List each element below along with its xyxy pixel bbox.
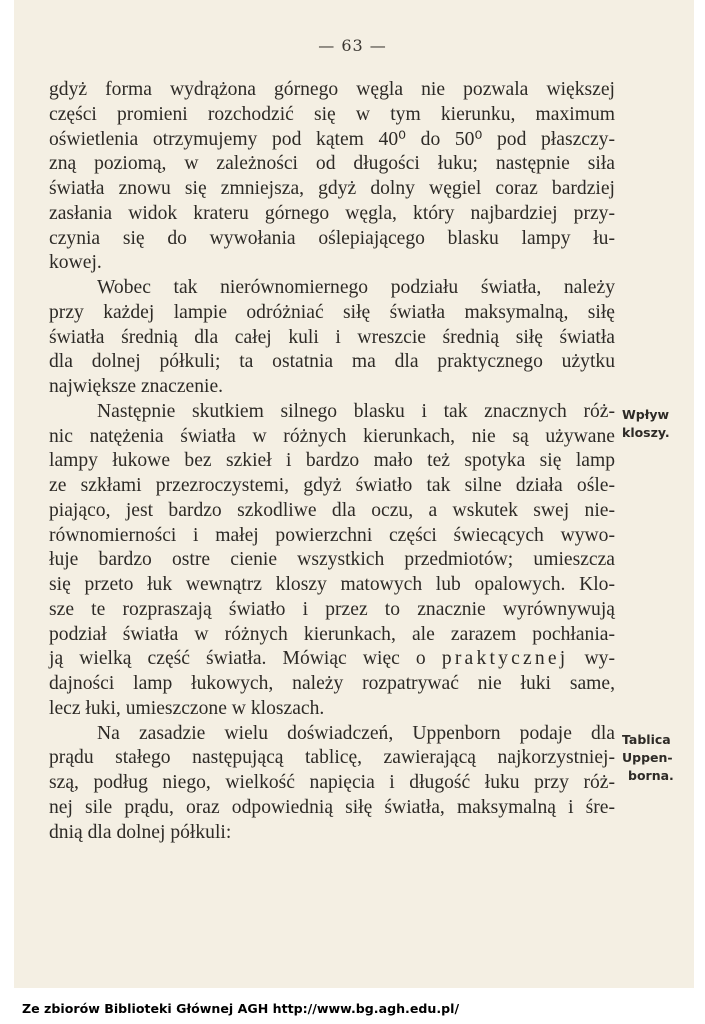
- text-line: światła znowu się zmniejsza, gdyż dolny węgiel coraz bardziej: [49, 178, 615, 199]
- text-line: się przeto łuk wewnątrz kloszy matowych lub opalowych. Klo-: [49, 574, 615, 595]
- text-line: największe znaczenie.: [49, 376, 224, 397]
- text-line: nej sile prądu, oraz odpowiednią siłę światła, maksymalną i śre-: [49, 796, 615, 818]
- text-line: szą, podług niego, wielkość napięcia i długość łuku przy róż-: [49, 772, 615, 793]
- margin-note-tablica-uppenborna: [622, 731, 688, 785]
- text-segment: ją wielką część światła. Mówiąc więc o: [49, 648, 442, 670]
- text-line: światła średnią dla całej kuli i wreszcie średnią siłę światła: [49, 326, 615, 348]
- text-line: lecz łuki, umieszczone w kloszach.: [49, 697, 325, 719]
- text-line: nic natężenia światła w różnych kierunkach, nie są używane: [49, 425, 615, 447]
- text-line: piająco, jest bardzo szkodliwe dla oczu, a wskutek swej nie-: [49, 499, 615, 521]
- text-line: podział światła w różnych kierunkach, ale zarazem pochłania-: [49, 623, 615, 645]
- margin-note-line: borna.: [628, 768, 674, 783]
- text-line: zną poziomą, w zależności od długości łuku; następnie siła: [49, 153, 615, 175]
- margin-note-line: Wpływ: [622, 407, 670, 422]
- text-line: sze te rozpraszają światło i przez to znacznie wyrównywują: [49, 598, 615, 620]
- margin-note-line: Uppen-: [622, 750, 673, 765]
- text-line: gdyż forma wydrążona górnego węgla nie pozwala większej: [49, 79, 615, 100]
- text-line: lampy łukowe bez szkieł i bardzo mało też spotyka się lamp: [49, 450, 615, 472]
- text-line: Wobec tak nierównomiernego podziału światła, należy: [97, 277, 615, 298]
- text-line: Na zasadzie wielu doświadczeń, Uppenborn podaje dla: [97, 722, 615, 744]
- text-line: zasłania widok krateru górnego węgla, który najbardziej przy-: [49, 202, 615, 224]
- text-line: Następnie skutkiem silnego blasku i tak znacznych róż-: [97, 400, 615, 422]
- text-line: czynia się do wywołania oślepiającego blasku lampy łu-: [49, 227, 615, 249]
- library-footer: Ze zbiorów Biblioteki Głównej AGH http://www.bg.agh.edu.pl/: [22, 1001, 460, 1016]
- text-line: równomierności i małej powierzchni części świecących wywo-: [49, 524, 615, 546]
- text-segment: wy-: [568, 648, 615, 670]
- margin-note-wplyw-kloszy: [622, 406, 688, 442]
- text-line: dla dolnej półkuli; ta ostatnia ma dla praktycznego użytku: [49, 351, 615, 373]
- text-line: oświetlenia otrzymujemy pod kątem 40⁰ do 50⁰ pod płaszczy-: [49, 128, 615, 150]
- text-line: prądu stałego następującą tablicę, zawierającą najkorzystniej-: [49, 747, 615, 769]
- emphasized-word: praktycznej: [441, 648, 569, 670]
- text-line: łuje bardzo ostre cienie wszystkich przedmiotów; umieszcza: [49, 549, 615, 571]
- text-line: ze szkłami przezroczystemi, gdyż światło tak silne działa ośle-: [49, 475, 615, 496]
- margin-note-line: kloszy.: [622, 425, 670, 440]
- body-text: [49, 78, 615, 845]
- text-line: przy każdej lampie odróżniać siłę światła maksymalną, siłę: [49, 301, 615, 323]
- page-number: — 63 —: [318, 36, 387, 55]
- margin-note-line: Tablica: [622, 732, 671, 747]
- text-line: [49, 647, 615, 672]
- text-line: części promieni rozchodzić się w tym kierunku, maximum: [49, 103, 615, 125]
- text-line: dajności lamp łukowych, należy rozpatrywać nie łuki same,: [49, 673, 615, 694]
- text-line: kowej.: [49, 252, 102, 274]
- text-line: dnią dla dolnej półkuli:: [49, 821, 232, 843]
